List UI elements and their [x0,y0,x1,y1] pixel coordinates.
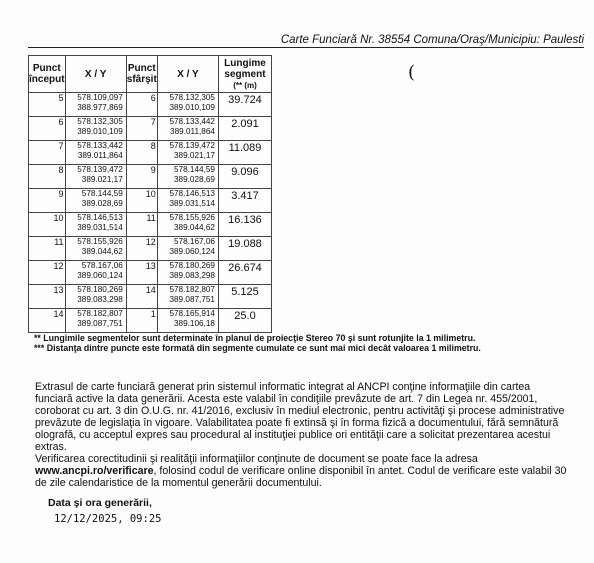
table-row [29,189,272,213]
end-point-cell: 12 [126,237,157,261]
xy-start-cell-y: 389.021,17 [81,174,123,184]
length-cell: 11.089 [218,141,271,165]
xy-end-cell-x: 578.182,807 [169,285,215,294]
xy-start-cell-y: 389.031,514 [77,222,123,232]
length-header-unit: (** (m) [233,80,257,90]
xy-end-cell-y: 389.010,109 [169,102,215,112]
xy-end-cell [157,165,218,189]
xy-end-cell [157,285,218,309]
xy-end-cell-x: 578.180,269 [169,261,215,270]
xy-end-cell-y: 389.044,62 [174,222,215,232]
xy-start-cell-x: 578.132,305 [77,117,123,126]
table-row [29,93,272,117]
start-point-cell: 6 [29,117,66,141]
table-row [29,309,272,333]
length-cell: 26.674 [218,261,271,285]
length-cell: 2.091 [218,117,271,141]
xy-end-cell [157,93,218,117]
end-point-cell: 14 [126,285,157,309]
table-row [29,237,272,261]
xy-end-cell [157,261,218,285]
end-point-cell: 8 [126,141,157,165]
xy-end-cell [157,237,218,261]
length-cell: 5.125 [218,285,271,309]
xy-start-cell [65,117,126,141]
xy-start-cell-y: 388.977,869 [77,102,123,112]
table-row [29,141,272,165]
end-point-cell: 7 [126,117,157,141]
paragraph-validity: Extrasul de carte funciară generat prin sistemul informatic integrat al ANCPI conţine informaţiile din cartea funciară active la data generării. Acesta este valabil în condiţiile prevăzute de art. 7 din Legea nr. 455/2001, coroborat cu art. 3 din O.U.G. nr. 41/2016, exclusiv în mediul electronic, pentru activităţi şi procese administrative prevăzute de legislaţia în vigoare. Valabilitatea poate fi extinsă şi în forma fizică a documentului, fără semnătură olografă, cu acceptul expres sau procedural al instituţiei publice ori entităţii care a solicitat prezentarea acestui extras. [35,381,565,453]
xy-end-cell [157,213,218,237]
start-point-cell: 9 [29,189,66,213]
length-cell: 16.136 [218,213,271,237]
end-point-cell: 11 [126,213,157,237]
xy-start-cell [65,165,126,189]
start-point-header: Punct început [29,56,66,93]
xy-start-cell-x: 578.182,807 [77,309,123,318]
start-point-cell: 10 [29,213,66,237]
table-header-row [29,56,272,93]
xy-end-cell [157,189,218,213]
table-body [29,93,272,333]
xy-end-cell-y: 389.083,298 [169,270,215,280]
start-point-cell: 5 [29,93,66,117]
start-point-cell: 13 [29,285,66,309]
xy-end-header: X / Y [157,56,218,93]
xy-start-cell [65,261,126,285]
xy-start-cell [65,189,126,213]
xy-start-cell-x: 578.146,513 [77,213,123,222]
xy-start-cell [65,309,126,333]
xy-start-cell-y: 389.044,62 [81,246,123,256]
xy-end-cell-y: 389.021,17 [174,150,215,160]
xy-start-cell-y: 389.028,69 [81,198,123,208]
end-point-cell: 6 [126,93,157,117]
header-divider [28,47,584,48]
verification-text-after: , folosind codul de verificare online disponibil în antet. Codul de verificare este valabil 30 de zile calendaristice de la momentul generării documentului. [35,465,567,489]
length-cell: 39.724 [218,93,271,117]
xy-start-cell-x: 578.133,442 [77,141,123,150]
footnote-segment-length: ** Lungimile segmentelor sunt determinate în planul de proiecţie Stereo 70 şi sunt rotunjite la 1 milimetru. [34,333,476,343]
length-cell: 25.0 [218,309,271,333]
xy-start-header: X / Y [65,56,126,93]
xy-start-cell-x: 578.144,59 [81,189,123,198]
table-row [29,213,272,237]
verification-link[interactable]: www.ancpi.ro/verificare [35,465,154,477]
xy-end-cell-y: 389.011,864 [170,126,215,136]
handwritten-mark: ( [408,62,416,83]
end-point-header: Punct sfârşit [126,56,157,93]
table-row [29,285,272,309]
xy-start-cell [65,93,126,117]
length-cell: 19.088 [218,237,271,261]
xy-end-cell-y: 389.087,751 [169,294,215,304]
xy-end-cell-x: 578.155,926 [169,213,215,222]
xy-end-cell-x: 578.146,513 [169,189,215,198]
table-row [29,117,272,141]
start-point-cell: 11 [29,237,66,261]
xy-end-cell-y: 389.060,124 [169,246,215,256]
xy-start-cell [65,141,126,165]
xy-start-cell-x: 578.180,269 [77,285,123,294]
document-header: Carte Funciară Nr. 38554 Comuna/Oraş/Municipiu: Paulesti [280,34,584,46]
start-point-cell: 14 [29,309,66,333]
start-point-cell: 8 [29,165,66,189]
end-point-cell: 1 [126,309,157,333]
segments-table [28,55,272,333]
xy-start-cell [65,237,126,261]
xy-start-cell [65,213,126,237]
xy-end-cell-x: 578.165,914 [169,309,215,318]
xy-end-cell-y: 389.106,18 [174,318,215,328]
xy-end-cell-y: 389.028,69 [174,174,215,184]
xy-start-cell-y: 389.010,109 [77,126,123,136]
end-point-cell: 9 [126,165,157,189]
length-header [218,56,271,93]
xy-start-cell-x: 578.167,06 [81,261,123,270]
start-point-cell: 12 [29,261,66,285]
end-point-cell: 13 [126,261,157,285]
table-row [29,261,272,285]
xy-end-cell [157,309,218,333]
xy-start-cell-x: 578.109,097 [77,93,123,102]
start-point-cell: 7 [29,141,66,165]
footnote-distance: *** Distanţa dintre puncte este formată din segmente cumulate ce sunt mai mici decât valoarea 1 milimetru. [34,343,481,353]
generated-label: Data şi ora generării, [48,497,152,509]
length-cell: 9.096 [218,165,271,189]
end-point-cell: 10 [126,189,157,213]
xy-end-cell [157,117,218,141]
verification-text: Verificarea corectitudinii şi realităţii informaţiilor conţinute de document se poate face la adresa [35,453,478,465]
xy-end-cell-x: 578.133,442 [169,117,215,126]
xy-start-cell-x: 578.139,472 [77,165,123,174]
length-cell: 3.417 [218,189,271,213]
xy-start-cell-y: 389.083,298 [77,294,123,304]
paragraph-verification [35,453,570,489]
xy-start-cell-y: 389.087,751 [77,318,123,328]
legal-paragraph [35,381,570,489]
xy-end-cell-y: 389.031,514 [169,198,215,208]
xy-start-cell-y: 389.011,864 [77,150,123,160]
xy-start-cell-x: 578.155,926 [77,237,123,246]
xy-end-cell [157,141,218,165]
xy-end-cell-x: 578.132,305 [169,93,215,102]
xy-end-cell-x: 578.139,472 [169,141,215,150]
xy-end-cell-x: 578.144,59 [174,165,215,174]
xy-end-cell-x: 578.167,06 [174,237,215,246]
generated-datetime: 12/12/2025, 09:25 [54,513,162,525]
xy-start-cell-y: 389.060,124 [77,270,123,280]
table-row [29,165,272,189]
length-header-label: Lungime segment [224,57,266,80]
xy-start-cell [65,285,126,309]
